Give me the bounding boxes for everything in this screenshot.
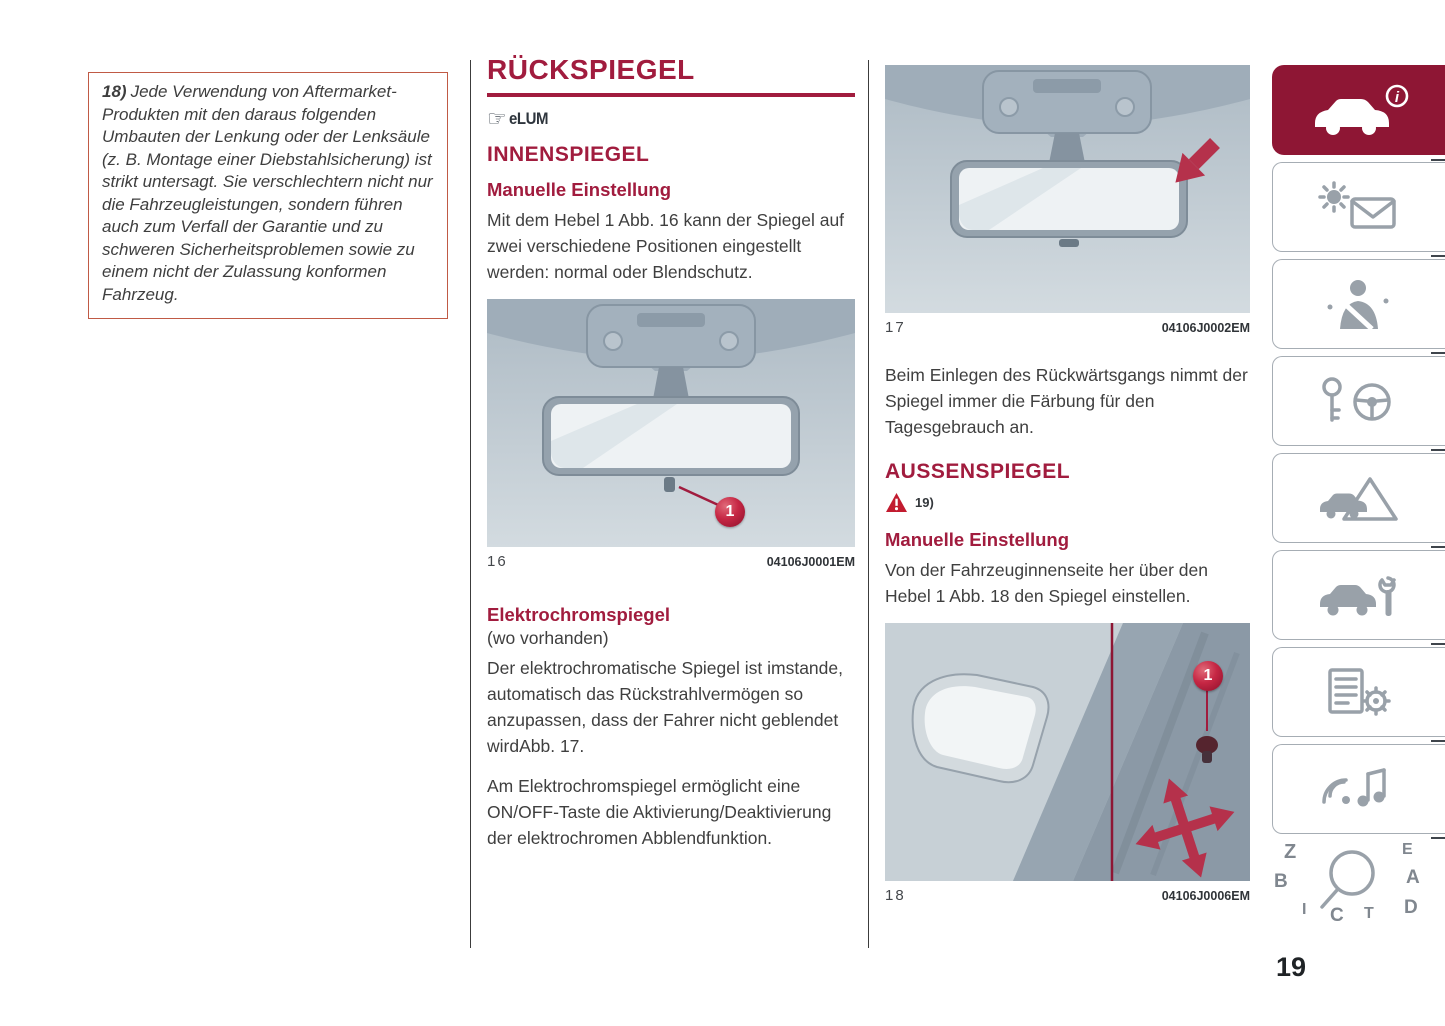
note-wo-vorhanden: (wo vorhanden) [487,628,609,648]
sidebar-tab-vehicle-overview[interactable] [1272,65,1445,155]
sidebar-tab-technical-data[interactable] [1272,647,1445,737]
pointing-hand-icon: ☞ [487,106,507,131]
column-divider-left [470,60,471,948]
exterior-mirror-illustration [885,623,1250,881]
index-letter: C [1330,905,1344,926]
car-info-icon [1307,81,1411,139]
paragraph-exterior-manual: Von der Fahrzeuginnenseite her über den Hebel 1 Abb. 18 den Spiegel einstellen. [885,560,1209,606]
page-edge-tick [1431,643,1445,646]
middle-column [487,54,855,865]
car-wrench-icon [1314,568,1404,622]
subheading-manuelle-einstellung: Manuelle Einstellung [885,529,1069,550]
page-edge-tick [1431,740,1445,743]
sidebar-tab-servicing[interactable] [1272,550,1445,640]
index-letter: Z [1284,841,1297,863]
page-edge-tick [1431,546,1445,549]
key-steering-wheel-icon [1316,374,1402,428]
breakdown-triangle-icon [1314,471,1404,525]
page-edge-tick [1431,449,1445,452]
page-title: RÜCKSPIEGEL [487,54,855,97]
subheading-manuelle-einstellung: Manuelle Einstellung [487,179,671,200]
warning-triangle-icon [885,492,908,513]
paragraph-manual-adjustment: Mit dem Hebel 1 Abb. 16 kann der Spiegel auf zwei verschiedene Positionen eingestellt werden: normal oder Blendschutz. [487,210,845,282]
index-letter: T [1364,905,1374,922]
elum-mark [487,106,855,131]
section-heading-innenspiegel: INNENSPIEGEL [487,143,650,166]
seatbelt-person-icon [1316,277,1402,331]
page-edge-tick [1431,159,1445,162]
index-letter: D [1404,897,1418,918]
page-edge-tick [1431,255,1445,258]
callout-badge-1: 1 [715,497,745,527]
figure-16-interior-mirror [487,299,855,547]
figure-code: 04106J0001EM [766,555,855,569]
sidebar-tab-index[interactable] [1272,841,1445,929]
info-glyph: i [1394,89,1399,106]
warning-ref-number: 18) [102,82,127,101]
warning-box [88,72,448,319]
sidebar-tab-multimedia[interactable] [1272,744,1445,834]
right-column [885,65,1250,904]
figure-code: 04106J0006EM [1161,889,1250,903]
sidebar-tab-starting-and-driving[interactable] [1272,356,1445,446]
figure-18-exterior-mirror [885,623,1250,881]
warning-light-envelope-icon [1316,181,1402,233]
audio-note-icon [1316,762,1402,816]
index-letter: I [1302,901,1307,918]
interior-mirror-illustration [487,299,855,547]
index-letter: E [1402,841,1413,858]
figure-18-caption [885,888,1250,904]
figure-number: 17 [885,319,906,336]
figure-number: 16 [487,553,508,570]
chapter-tab-sidebar [1272,65,1445,929]
page-number: 19 [1276,952,1307,982]
paragraph-reverse-gear: Beim Einlegen des Rückwärtsgangs nimmt der Spiegel immer die Färbung für den Tagesgebrauch an. [885,365,1248,437]
sidebar-tab-dashboard-and-messages[interactable] [1272,162,1445,252]
page-edge-tick [1431,837,1445,840]
sidebar-tab-emergency[interactable] [1272,453,1445,543]
column-divider-right [868,60,869,948]
warning-reference-row [885,492,1250,513]
figure-17-caption [885,320,1250,336]
spec-sheet-gear-icon [1316,665,1402,719]
figure-16-caption [487,554,855,570]
paragraph-electrochromic-2: Am Elektrochromspiegel ermöglicht eine ON/OFF-Taste die Aktivierung/Deaktivierung der elektrochromen Abblendfunktion. [487,776,832,848]
elum-label: eLUM [508,109,548,128]
page-edge-tick [1431,352,1445,355]
subheading-elektrochromspiegel: Elektrochromspiegel [487,604,671,625]
figure-17-electrochromic-mirror [885,65,1250,313]
index-letter: B [1274,871,1288,892]
figure-number: 18 [885,887,906,904]
callout-badge-1: 1 [1193,661,1223,691]
section-heading-aussenspiegel: AUSSENSPIEGEL [885,460,1071,483]
warning-text: Jede Verwendung von Aftermarket-Produkten mit den daraus folgenden Umbauten der Lenkung oder der Lenksäule (z. B. Montage einer Diebstahlsicherung) ist strikt untersagt. Sie verschlechtern nicht nur die Fahrzeugleistungen, sondern führen auch zum Verfall der Garantie und zu schweren Sicherheitsproblemen sowie zu einem nicht der Zulassung konformen Fahrzeug. [102,82,433,304]
sidebar-tab-safety[interactable] [1272,259,1445,349]
electrochromic-mirror-illustration [885,65,1250,313]
figure-code: 04106J0002EM [1161,321,1250,335]
index-letter: A [1406,867,1420,888]
warning-ref-number: 19) [915,495,934,510]
paragraph-electrochromic-1: Der elektrochromatische Spiegel ist imstande, automatisch das Rückstrahlvermögen so anzupassen, dass der Fahrer nicht geblendet wirdAbb. 17. [487,658,843,756]
electrochromic-section [487,604,855,851]
